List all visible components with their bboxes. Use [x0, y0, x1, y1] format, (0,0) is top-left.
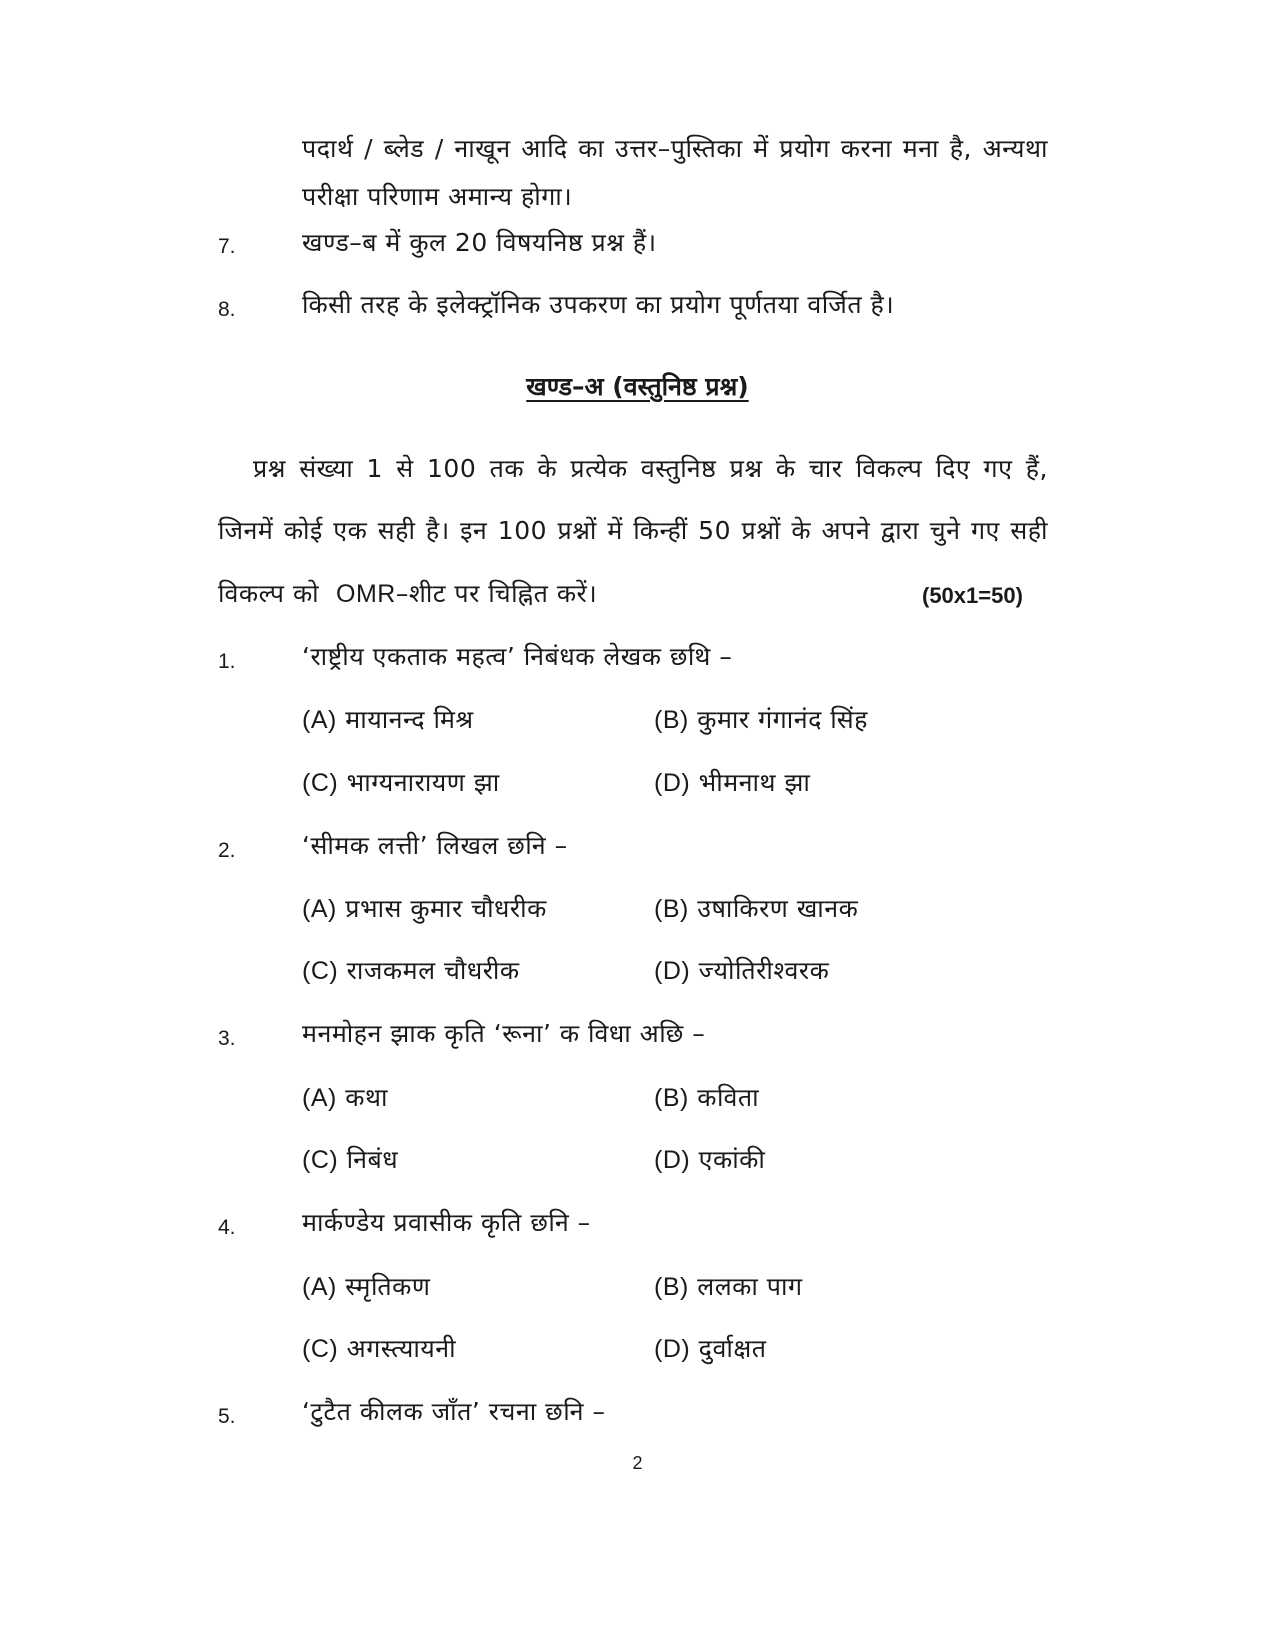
option-text: भाग्यनारायण झा — [346, 768, 500, 797]
intro-line-3-prefix: विकल्प को — [218, 579, 320, 608]
question-5-text: ‘टुटैत कीलक जाँत’ रचना छनि – — [302, 1397, 606, 1426]
instruction-8-text: किसी तरह के इलेक्ट्रॉनिक उपकरण का प्रयोग पूर्णतया वर्जित है। — [302, 290, 895, 319]
question-3-option-a — [302, 1081, 388, 1115]
option-key: (A) — [302, 895, 337, 923]
question-3-text: मनमोहन झाक कृति ‘रूना’ क विधा अछि – — [302, 1019, 706, 1048]
question-1-option-d — [654, 766, 810, 800]
option-key: (D) — [654, 1335, 691, 1363]
option-key: (B) — [654, 1084, 689, 1112]
option-key: (D) — [654, 1146, 691, 1174]
section-heading — [0, 370, 1275, 404]
option-key: (B) — [654, 1273, 689, 1301]
option-text: दुर्वाक्षत — [698, 1334, 767, 1363]
question-5-number: 5. — [218, 1405, 236, 1428]
option-text: निबंध — [346, 1145, 399, 1174]
option-text: कुमार गंगानंद सिंह — [697, 705, 868, 734]
option-key: (C) — [302, 1146, 339, 1174]
section-intro-line-1: प्रश्न संख्या 1 से 100 तक के प्रत्येक वस्तुनिष्ठ प्रश्न के चार विकल्प दिए गए हैं, — [253, 454, 1048, 483]
question-4-text: मार्कण्डेय प्रवासीक कृति छनि – — [302, 1208, 591, 1237]
instruction-8-number: 8. — [218, 298, 236, 321]
instruction-7-text: खण्ड–ब में कुल 20 विषयनिष्ठ प्रश्न हैं। — [302, 228, 657, 257]
instruction-6-line-1: पदार्थ / ब्लेड / नाखून आदि का उत्तर–पुस्तिका में प्रयोग करना मना है, अन्यथा — [302, 134, 1048, 163]
option-text: मायानन्द मिश्र — [345, 705, 474, 734]
option-text: ज्योतिरीश्वरक — [698, 956, 830, 985]
option-key: (B) — [654, 895, 689, 923]
question-2-option-b — [654, 892, 858, 926]
question-2-option-d — [654, 954, 829, 988]
question-4-number: 4. — [218, 1216, 236, 1239]
option-text: ललका पाग — [697, 1272, 803, 1301]
question-4-option-c — [302, 1332, 456, 1366]
option-key: (B) — [654, 706, 689, 734]
question-1-option-b — [654, 703, 868, 737]
question-2-number: 2. — [218, 839, 236, 862]
question-3-option-b — [654, 1081, 759, 1115]
option-key: (C) — [302, 769, 339, 797]
question-2-option-c — [302, 954, 520, 988]
option-key: (C) — [302, 1335, 339, 1363]
option-key: (A) — [302, 706, 337, 734]
question-3-number: 3. — [218, 1027, 236, 1050]
option-text: उषाकिरण खानक — [697, 894, 859, 923]
question-3-option-d — [654, 1143, 765, 1177]
instruction-7-number: 7. — [218, 235, 236, 258]
question-1-option-a — [302, 703, 474, 737]
page-number: 2 — [632, 1453, 643, 1473]
question-2-text: ‘सीमक लत्ती’ लिखल छनि – — [302, 831, 568, 860]
question-1-text: ‘राष्ट्रीय एकताक महत्व’ निबंधक लेखक छथि – — [302, 642, 733, 671]
option-key: (D) — [654, 957, 691, 985]
section-intro-line-3 — [218, 577, 597, 611]
option-key: (A) — [302, 1084, 337, 1112]
question-1-option-c — [302, 766, 500, 800]
question-1-number: 1. — [218, 650, 236, 673]
option-text: राजकमल चौधरीक — [346, 956, 520, 985]
option-key: (A) — [302, 1273, 337, 1301]
omr-label: OMR — [336, 580, 396, 608]
option-text: अगस्त्यायनी — [346, 1334, 457, 1363]
section-heading-text: खण्ड–अ (वस्तुनिष्ठ प्रश्न) — [526, 372, 749, 401]
option-text: एकांकी — [698, 1145, 766, 1174]
question-3-option-c — [302, 1143, 398, 1177]
question-2-option-a — [302, 892, 547, 926]
section-marks: (50x1=50) — [922, 583, 1023, 608]
instruction-6-line-2: परीक्षा परिणाम अमान्य होगा। — [302, 182, 573, 211]
intro-line-3-suffix: –शीट पर चिह्नित करें। — [395, 579, 598, 608]
section-intro-line-2: जिनमें कोई एक सही है। इन 100 प्रश्नों में किन्हीं 50 प्रश्नों के अपने द्वारा चुने गए सही — [218, 516, 1048, 545]
option-key: (D) — [654, 769, 691, 797]
option-text: कथा — [345, 1083, 388, 1112]
option-text: प्रभास कुमार चौधरीक — [345, 894, 547, 923]
question-4-option-b — [654, 1270, 803, 1304]
question-4-option-d — [654, 1332, 767, 1366]
option-text: स्मृतिकण — [345, 1272, 431, 1301]
option-text: भीमनाथ झा — [698, 768, 811, 797]
option-text: कविता — [697, 1083, 760, 1112]
question-4-option-a — [302, 1270, 430, 1304]
option-key: (C) — [302, 957, 339, 985]
